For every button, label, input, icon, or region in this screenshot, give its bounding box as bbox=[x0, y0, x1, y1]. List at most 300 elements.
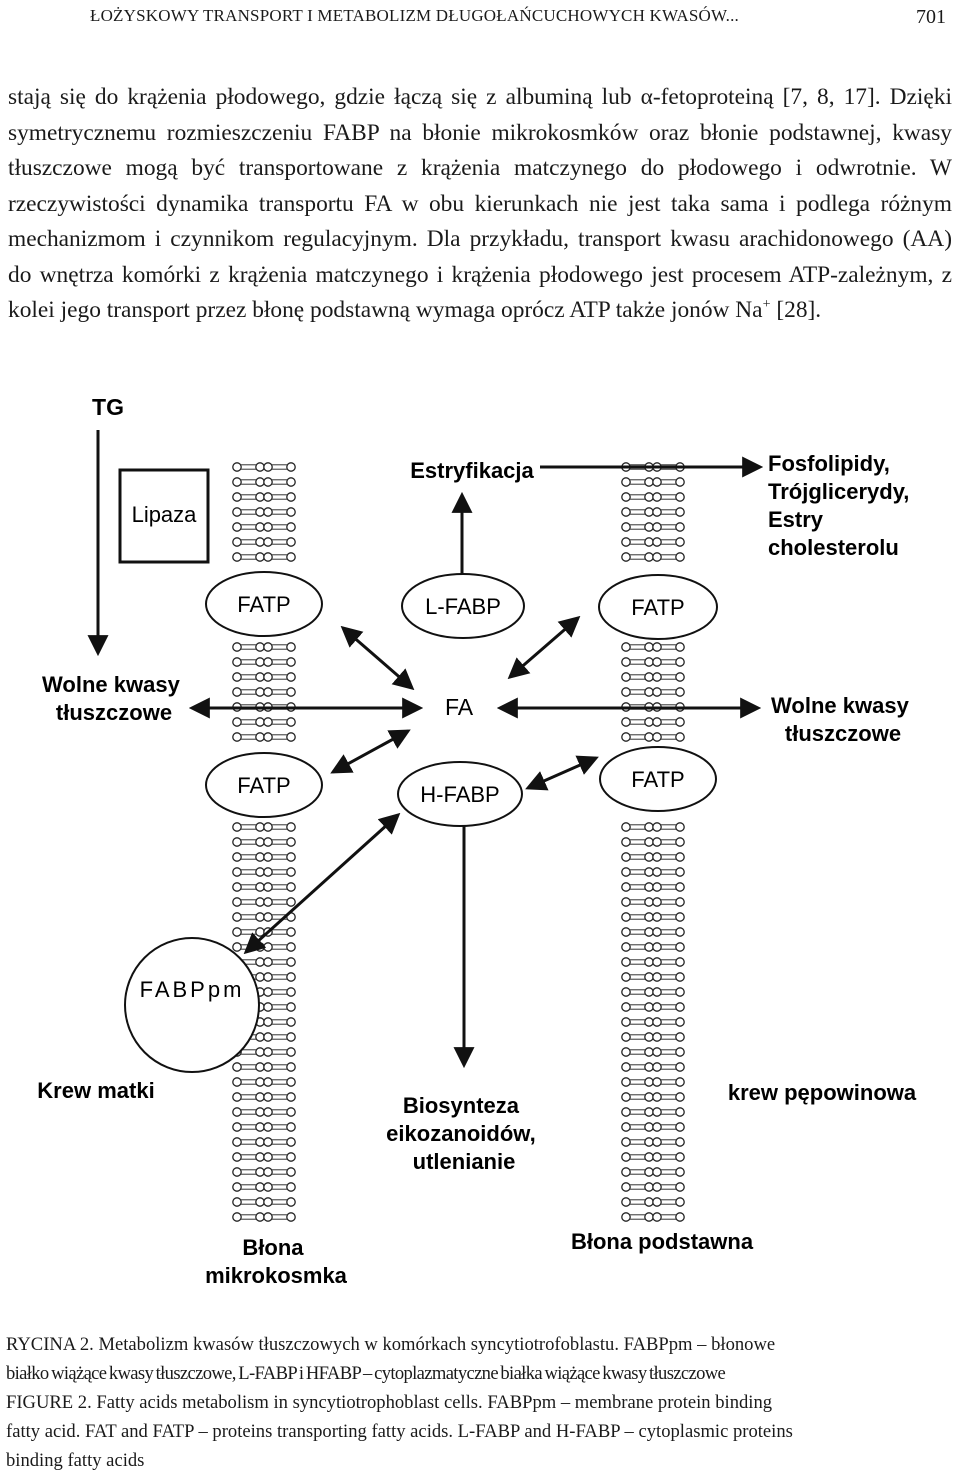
lipid-head bbox=[256, 673, 264, 681]
lipid-head bbox=[233, 1198, 241, 1206]
lipid-head bbox=[676, 673, 684, 681]
running-header bbox=[60, 6, 952, 36]
lipid-head bbox=[622, 913, 630, 921]
lipid-head bbox=[653, 688, 661, 696]
lipid-head bbox=[653, 1093, 661, 1101]
lipaza-label: Lipaza bbox=[131, 501, 197, 527]
lipid-head bbox=[645, 883, 653, 891]
lipid-head bbox=[233, 553, 241, 561]
lipid-head bbox=[622, 988, 630, 996]
lipid-head bbox=[653, 1018, 661, 1026]
lipid-head bbox=[264, 1048, 272, 1056]
lipid-head bbox=[653, 973, 661, 981]
lipid-head bbox=[233, 718, 241, 726]
lipid-head bbox=[256, 523, 264, 531]
lipid-head bbox=[622, 643, 630, 651]
lipid-head bbox=[287, 718, 295, 726]
lipid-head bbox=[653, 523, 661, 531]
lipid-head bbox=[645, 943, 653, 951]
lipid-head bbox=[645, 718, 653, 726]
product-fosfolipidy: Fosfolipidy, bbox=[768, 451, 890, 476]
lipid-head bbox=[233, 463, 241, 471]
lipid-head bbox=[264, 973, 272, 981]
lipid-head bbox=[676, 1183, 684, 1191]
lipid-head bbox=[653, 658, 661, 666]
lipid-head bbox=[622, 688, 630, 696]
lipid-head bbox=[653, 1063, 661, 1071]
lipid-head bbox=[256, 958, 264, 966]
lipid-head bbox=[264, 1078, 272, 1086]
lipid-head bbox=[645, 1003, 653, 1011]
free-fa-right-line1: Wolne kwasy bbox=[771, 693, 909, 718]
lipid-head bbox=[622, 928, 630, 936]
lipid-head bbox=[256, 658, 264, 666]
lipid-head bbox=[233, 478, 241, 486]
lipid-head bbox=[287, 1033, 295, 1041]
lipid-head bbox=[653, 1138, 661, 1146]
lipid-head bbox=[264, 1108, 272, 1116]
lipid-head bbox=[645, 1198, 653, 1206]
lipid-head bbox=[676, 988, 684, 996]
lipid-head bbox=[264, 1138, 272, 1146]
lipid-head bbox=[676, 523, 684, 531]
lipid-head bbox=[287, 1003, 295, 1011]
lipid-head bbox=[676, 853, 684, 861]
lipid-head bbox=[256, 898, 264, 906]
lipid-head bbox=[622, 538, 630, 546]
lipid-head bbox=[256, 1108, 264, 1116]
lipid-head bbox=[676, 1138, 684, 1146]
lipid-head bbox=[256, 493, 264, 501]
lipid-head bbox=[676, 1108, 684, 1116]
lipid-head bbox=[645, 673, 653, 681]
lipid-head bbox=[233, 943, 241, 951]
lipid-head bbox=[233, 1078, 241, 1086]
fatp-upper-left-label: FATP bbox=[237, 591, 291, 617]
lipid-head bbox=[676, 838, 684, 846]
lipid-head bbox=[645, 1063, 653, 1071]
lipid-head bbox=[622, 1123, 630, 1131]
lipid-head bbox=[645, 1093, 653, 1101]
lipid-head bbox=[287, 958, 295, 966]
lipid-head bbox=[264, 673, 272, 681]
lipid-head bbox=[287, 688, 295, 696]
lipid-head bbox=[287, 898, 295, 906]
lipid-head bbox=[653, 733, 661, 741]
lipid-head bbox=[645, 838, 653, 846]
lipid-head bbox=[622, 1018, 630, 1026]
lipid-head bbox=[622, 1183, 630, 1191]
lipid-head bbox=[264, 718, 272, 726]
lipid-head bbox=[233, 1063, 241, 1071]
lipid-head bbox=[233, 508, 241, 516]
sodium-superscript: + bbox=[762, 296, 771, 313]
lipid-head bbox=[233, 913, 241, 921]
lipid-head bbox=[622, 1198, 630, 1206]
lipid-head bbox=[287, 1123, 295, 1131]
lipid-head bbox=[676, 868, 684, 876]
lipid-head bbox=[653, 988, 661, 996]
lipid-head bbox=[676, 493, 684, 501]
lipid-head bbox=[645, 523, 653, 531]
lipid-head bbox=[653, 1078, 661, 1086]
product-cholesterolu: cholesterolu bbox=[768, 535, 899, 560]
lipid-head bbox=[264, 508, 272, 516]
running-title: ŁOŻYSKOWY TRANSPORT I METABOLIZM DŁUGOŁAŃCUCHOWYCH KWASÓW... bbox=[90, 6, 740, 25]
lipid-head bbox=[264, 1018, 272, 1026]
lipid-head bbox=[622, 973, 630, 981]
caption-line-4: fatty acid. FAT and FATP – proteins transporting fatty acids. L-FABP and H-FABP – cytoplasmic proteins bbox=[6, 1421, 793, 1442]
lipid-head bbox=[622, 673, 630, 681]
lipid-head bbox=[256, 838, 264, 846]
lipid-head bbox=[287, 1018, 295, 1026]
lipid-head bbox=[645, 493, 653, 501]
lipid-head bbox=[653, 943, 661, 951]
lipid-head bbox=[645, 1183, 653, 1191]
lipid-head bbox=[264, 493, 272, 501]
lipid-head bbox=[622, 1093, 630, 1101]
product-trojglicerydy: Trójglicerydy, bbox=[768, 479, 910, 504]
lipid-head bbox=[653, 1183, 661, 1191]
lipid-head bbox=[622, 823, 630, 831]
lipid-head bbox=[287, 853, 295, 861]
lipid-head bbox=[653, 1168, 661, 1176]
lipid-head bbox=[233, 493, 241, 501]
lipid-head bbox=[287, 943, 295, 951]
biosynteza-line1: Biosynteza bbox=[402, 1093, 520, 1118]
lipid-head bbox=[676, 973, 684, 981]
lipid-head bbox=[653, 1198, 661, 1206]
lipid-head bbox=[676, 688, 684, 696]
lipid-head bbox=[233, 928, 241, 936]
paragraph-main: stają się do krążenia płodowego, gdzie łączą się z albuminą lub α-fetoproteiną [7, 8, 17]. Dzięki symetrycznemu rozmieszczeniu FABP na błonie mikrokosmków oraz błonie podstawnej, kwasy tłuszczowe mogą być transportowane z krążenia matczynego do płodowego i odwrotnie. W rzeczywistości dynamika transportu FA w obu kierunkach nie jest taka sama i podlega różnym mechanizmom i czynnikom regulacyjnym. Dla przykładu, transport kwasu arachidonowego (AA) do wnętrza komórki z krążenia matczynego i krążenia płodowego jest procesem ATP-zależnym, z kolei jego transport przez błonę podstawną wymaga oprócz ATP także jonów Na bbox=[8, 84, 952, 323]
free-fa-right-label bbox=[771, 693, 915, 746]
lipid-head bbox=[622, 658, 630, 666]
lipid-head bbox=[653, 1003, 661, 1011]
lipid-head bbox=[264, 1093, 272, 1101]
lipid-head bbox=[287, 868, 295, 876]
lipid-head bbox=[264, 1003, 272, 1011]
lipid-head bbox=[233, 868, 241, 876]
lipid-head bbox=[676, 823, 684, 831]
lipid-head bbox=[233, 1168, 241, 1176]
lipid-head bbox=[622, 943, 630, 951]
estryfikacja-label: Estryfikacja bbox=[410, 457, 534, 483]
lipid-head bbox=[653, 928, 661, 936]
lipid-head bbox=[256, 1078, 264, 1086]
tg-label: TG bbox=[92, 394, 124, 421]
caption-line-2: białko wiążące kwasy tłuszczowe, L-FABP i HFABP – cytoplazmatyczne białka wiążące kwasy tłuszczowe bbox=[6, 1363, 726, 1384]
lipid-head bbox=[645, 478, 653, 486]
lipid-head bbox=[676, 883, 684, 891]
lipid-head bbox=[645, 1213, 653, 1221]
lipid-head bbox=[256, 1183, 264, 1191]
lipid-head bbox=[676, 1003, 684, 1011]
lipid-head bbox=[287, 478, 295, 486]
lipid-head bbox=[622, 523, 630, 531]
lipid-head bbox=[622, 478, 630, 486]
lipid-head bbox=[233, 1123, 241, 1131]
products-label bbox=[768, 451, 916, 560]
lipid-head bbox=[622, 868, 630, 876]
lipid-head bbox=[264, 688, 272, 696]
free-fa-left-line2: tłuszczowe bbox=[55, 700, 173, 725]
lipid-head bbox=[676, 1093, 684, 1101]
lipid-head bbox=[287, 538, 295, 546]
lipid-head bbox=[676, 1123, 684, 1131]
fatty-acid-metabolism-diagram bbox=[0, 385, 960, 1300]
lipid-head bbox=[645, 1153, 653, 1161]
lipid-head bbox=[622, 1153, 630, 1161]
lipid-head bbox=[676, 538, 684, 546]
lipid-head bbox=[676, 1168, 684, 1176]
lipid-head bbox=[645, 868, 653, 876]
lipid-head bbox=[264, 883, 272, 891]
caption-line-5: binding fatty acids bbox=[6, 1450, 145, 1471]
lipid-head bbox=[264, 1153, 272, 1161]
lipid-head bbox=[256, 553, 264, 561]
lipid-head bbox=[287, 1138, 295, 1146]
lipid-head bbox=[256, 868, 264, 876]
lipid-head bbox=[233, 733, 241, 741]
lipid-head bbox=[653, 553, 661, 561]
lipid-head bbox=[233, 523, 241, 531]
lipid-head bbox=[645, 508, 653, 516]
lipid-head bbox=[676, 553, 684, 561]
lipid-head bbox=[264, 463, 272, 471]
lipid-head bbox=[256, 853, 264, 861]
biosynteza-line3: utlenianie bbox=[412, 1149, 516, 1174]
krew-pepowinowa-label: krew pępowinowa bbox=[727, 1080, 917, 1105]
lipid-head bbox=[645, 553, 653, 561]
lipid-head bbox=[622, 1033, 630, 1041]
product-estry: Estry bbox=[768, 507, 824, 532]
lipid-head bbox=[645, 928, 653, 936]
lipid-head bbox=[653, 478, 661, 486]
lipid-head bbox=[653, 1153, 661, 1161]
lipid-head bbox=[653, 1123, 661, 1131]
lipid-head bbox=[645, 538, 653, 546]
lipid-head bbox=[653, 673, 661, 681]
lipid-head bbox=[287, 883, 295, 891]
lipid-head bbox=[653, 1213, 661, 1221]
lipid-head bbox=[622, 718, 630, 726]
lipid-head bbox=[645, 643, 653, 651]
lipid-head bbox=[653, 868, 661, 876]
l-fabp-label: L-FABP bbox=[425, 593, 501, 619]
krew-matki-label: Krew matki bbox=[37, 1078, 155, 1103]
lipid-head bbox=[264, 823, 272, 831]
lipid-head bbox=[264, 478, 272, 486]
lipid-head bbox=[264, 1198, 272, 1206]
lipid-head bbox=[676, 958, 684, 966]
lipid-head bbox=[287, 1168, 295, 1176]
lipid-head bbox=[622, 1168, 630, 1176]
lipid-head bbox=[653, 538, 661, 546]
lipid-head bbox=[264, 1033, 272, 1041]
free-fa-right-line2: tłuszczowe bbox=[784, 721, 902, 746]
lipid-head bbox=[256, 1138, 264, 1146]
lipid-head bbox=[233, 1183, 241, 1191]
lipid-head bbox=[233, 853, 241, 861]
lipid-head bbox=[645, 1108, 653, 1116]
fatp-upper-left-arrow bbox=[343, 628, 412, 688]
lipid-head bbox=[264, 553, 272, 561]
lipid-head bbox=[233, 898, 241, 906]
blona-mikrokosmka-label bbox=[205, 1235, 348, 1288]
lipid-head bbox=[287, 658, 295, 666]
lipid-head bbox=[653, 823, 661, 831]
lipid-head bbox=[287, 1078, 295, 1086]
caption-line-1: RYCINA 2. Metabolizm kwasów tłuszczowych w komórkach syncytiotrofoblastu. FABPpm – błonowe bbox=[6, 1334, 776, 1355]
lipid-head bbox=[287, 1108, 295, 1116]
lipid-head bbox=[622, 898, 630, 906]
lipid-head bbox=[653, 958, 661, 966]
lipid-head bbox=[256, 718, 264, 726]
lipid-head bbox=[256, 538, 264, 546]
lipid-head bbox=[645, 853, 653, 861]
blona-podstawna-label: Błona podstawna bbox=[570, 1229, 754, 1254]
lipid-head bbox=[653, 898, 661, 906]
lipid-head bbox=[287, 553, 295, 561]
lipid-head bbox=[676, 658, 684, 666]
lipid-head bbox=[676, 1018, 684, 1026]
lipid-head bbox=[622, 883, 630, 891]
lipid-head bbox=[676, 643, 684, 651]
paragraph-end: [28]. bbox=[770, 297, 822, 323]
lipid-head bbox=[676, 718, 684, 726]
lipid-head bbox=[256, 883, 264, 891]
lipid-head bbox=[256, 973, 264, 981]
lipid-head bbox=[653, 718, 661, 726]
lipid-head bbox=[676, 478, 684, 486]
lipid-head bbox=[645, 688, 653, 696]
body-paragraph bbox=[8, 80, 952, 329]
lipid-head bbox=[622, 1108, 630, 1116]
lipid-head bbox=[676, 1213, 684, 1221]
lipid-head bbox=[645, 898, 653, 906]
lipid-head bbox=[676, 913, 684, 921]
lipid-head bbox=[256, 688, 264, 696]
lipid-head bbox=[676, 1063, 684, 1071]
lipid-head bbox=[676, 733, 684, 741]
lipid-head bbox=[233, 538, 241, 546]
lipid-head bbox=[264, 913, 272, 921]
lipid-head bbox=[622, 838, 630, 846]
lipid-head bbox=[233, 643, 241, 651]
lipid-head bbox=[264, 1213, 272, 1221]
lipid-head bbox=[676, 1078, 684, 1086]
lipid-head bbox=[645, 1078, 653, 1086]
lipid-head bbox=[256, 943, 264, 951]
lipid-head bbox=[287, 973, 295, 981]
fa-label: FA bbox=[444, 694, 474, 721]
lipid-head bbox=[233, 688, 241, 696]
lipid-head bbox=[287, 493, 295, 501]
lipid-head bbox=[264, 523, 272, 531]
lipid-head bbox=[233, 673, 241, 681]
lipid-head bbox=[653, 853, 661, 861]
lipid-head bbox=[256, 1213, 264, 1221]
lipid-head bbox=[622, 1078, 630, 1086]
lipid-head bbox=[287, 673, 295, 681]
page-number: 701 bbox=[916, 6, 946, 28]
lipid-head bbox=[287, 928, 295, 936]
lipid-head bbox=[676, 1198, 684, 1206]
fatp-upper-right-label: FATP bbox=[631, 594, 685, 620]
lipid-head bbox=[233, 823, 241, 831]
lipid-head bbox=[287, 1048, 295, 1056]
lipid-head bbox=[256, 823, 264, 831]
lipid-head bbox=[676, 1033, 684, 1041]
lipid-head bbox=[233, 658, 241, 666]
lipid-head bbox=[256, 643, 264, 651]
lipid-head bbox=[676, 943, 684, 951]
lipid-head bbox=[653, 838, 661, 846]
lipid-head bbox=[622, 1213, 630, 1221]
lipid-head bbox=[256, 1198, 264, 1206]
lipid-head bbox=[264, 838, 272, 846]
lipid-head bbox=[264, 1063, 272, 1071]
lipid-head bbox=[645, 958, 653, 966]
lipid-head bbox=[653, 508, 661, 516]
lipid-head bbox=[287, 988, 295, 996]
fatp-lower-right-label: FATP bbox=[631, 766, 685, 792]
lipid-head bbox=[264, 1123, 272, 1131]
lipid-head bbox=[287, 1093, 295, 1101]
lipid-head bbox=[676, 1153, 684, 1161]
lipid-head bbox=[287, 1183, 295, 1191]
lipid-head bbox=[287, 508, 295, 516]
lipid-head bbox=[622, 958, 630, 966]
lipid-head bbox=[287, 1063, 295, 1071]
lipid-head bbox=[653, 883, 661, 891]
h-fabp-label: H-FABP bbox=[420, 781, 500, 807]
lipid-head bbox=[676, 928, 684, 936]
lipid-head bbox=[256, 1063, 264, 1071]
lipid-head bbox=[653, 493, 661, 501]
lipid-head bbox=[653, 913, 661, 921]
lipid-head bbox=[264, 1168, 272, 1176]
lipid-head bbox=[622, 733, 630, 741]
lipid-head bbox=[645, 1138, 653, 1146]
lipid-head bbox=[256, 463, 264, 471]
lipid-head bbox=[622, 1063, 630, 1071]
lipid-head bbox=[653, 1048, 661, 1056]
hfabp-right-arrow bbox=[528, 758, 596, 788]
lipid-head bbox=[287, 523, 295, 531]
lipid-head bbox=[264, 988, 272, 996]
lipid-head bbox=[645, 1123, 653, 1131]
lipid-head bbox=[622, 553, 630, 561]
lipid-head bbox=[287, 643, 295, 651]
lipid-head bbox=[256, 478, 264, 486]
fabppm-label: FABPpm bbox=[139, 976, 245, 1002]
lfabp-right-arrow bbox=[510, 618, 578, 677]
lipid-head bbox=[676, 898, 684, 906]
lipid-head bbox=[287, 1198, 295, 1206]
lipid-head bbox=[622, 493, 630, 501]
lipid-head bbox=[645, 973, 653, 981]
lipid-head bbox=[264, 643, 272, 651]
lipid-head bbox=[287, 1213, 295, 1221]
lipid-head bbox=[256, 1153, 264, 1161]
lipid-head bbox=[622, 853, 630, 861]
lipid-head bbox=[622, 1138, 630, 1146]
fatp-lower-left-arrow bbox=[333, 731, 408, 772]
lipid-head bbox=[622, 1048, 630, 1056]
lipid-head bbox=[233, 1138, 241, 1146]
